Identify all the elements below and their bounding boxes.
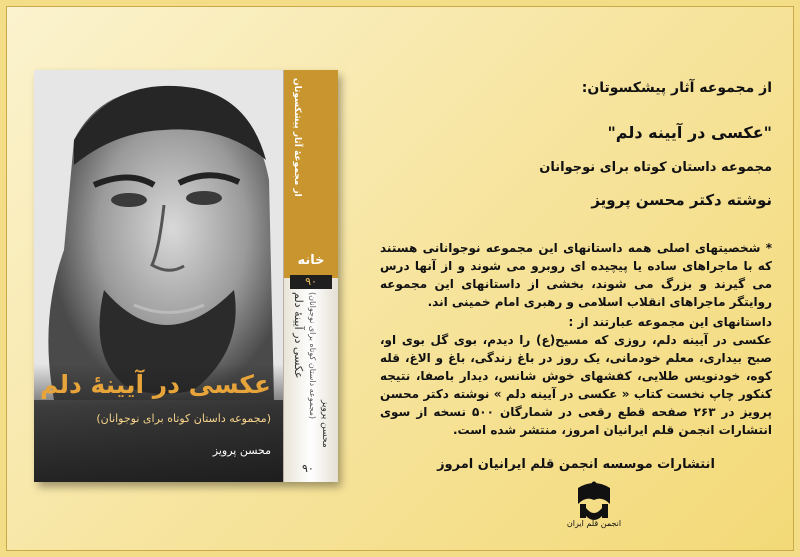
cover-subtitle: (مجموعه داستان کوتاه برای نوجوانان) xyxy=(96,412,271,425)
cover-title-block xyxy=(34,364,283,482)
spine-title: عکسی در آیینهٔ دلم xyxy=(292,292,305,379)
book-spine xyxy=(283,70,338,482)
publisher-line: انتشارات موسسه انجمن قلم ایرانیان امروز xyxy=(437,457,715,472)
cover-author: محسن پرویز xyxy=(212,444,271,457)
spine-author: محسن پرویز xyxy=(320,400,330,448)
spine-series-text: از مجموعهٔ آثار پیشکسوتان xyxy=(292,78,302,197)
stories-list: عکسی در آیینه دلم، روزی که مسیح(ع) را دیدم، بوی گل بوی او، صبح بیداری، معلم خودمانی، یک روز در باغ زندگی، باغ و الاغ، قله کوه، خودنویس طلایی، کفشهای خوش شانس، دیدار باصفا، نتیجه کنکور چاپ نخست کتاب « عکسی در آیینه دلم » نوشته دکتر محسن پرویز در ۲۶۳ صفحه قطع رقعی در شمارگان ۵۰۰ نسخه از سوی انتشارات انجمن قلم ایرانیان امروز، منتشر شده است. xyxy=(380,333,772,437)
stories-list-heading: داستانهای این مجموعه عبارتند از : xyxy=(568,315,772,329)
spine-number: ۹۰ xyxy=(290,275,332,289)
spine-subtitle: (مجموعه داستان کوتاه برای نوجوانان) xyxy=(308,292,317,420)
spine-logo: خانه xyxy=(297,253,325,268)
author-portrait xyxy=(34,70,283,400)
book-title: "عکسی در آیینه دلم" xyxy=(607,123,772,142)
cover-title: عکسی در آیینهٔ دلم xyxy=(39,370,271,399)
book-cover-image xyxy=(34,70,337,482)
publisher-logo-caption: انجمن قلم ایران xyxy=(566,519,622,528)
spine-gold-band xyxy=(284,70,338,278)
series-heading: از مجموعه آثار پیشکسوتان: xyxy=(581,80,772,96)
spine-bottom-number: ۹۰ xyxy=(302,462,314,475)
book-subtitle: مجموعه داستان کوتاه برای نوجوانان xyxy=(539,160,772,175)
book-author: نوشته دکتر محسن پرویز xyxy=(591,191,772,209)
book-front-cover xyxy=(34,70,283,482)
book-description: * شخصیتهای اصلی همه داستانهای این مجموعه نوجوانانی هستند که با ماجراهای ساده یا پیچیده ای روبرو می شوند و از آنها درس می گیرند و بزرگ می شوند، بخشی از داستانهای این مجموعه روایتگر ماجراهای انقلاب اسلامی و رهبری امام خمینی اند. xyxy=(380,241,772,309)
